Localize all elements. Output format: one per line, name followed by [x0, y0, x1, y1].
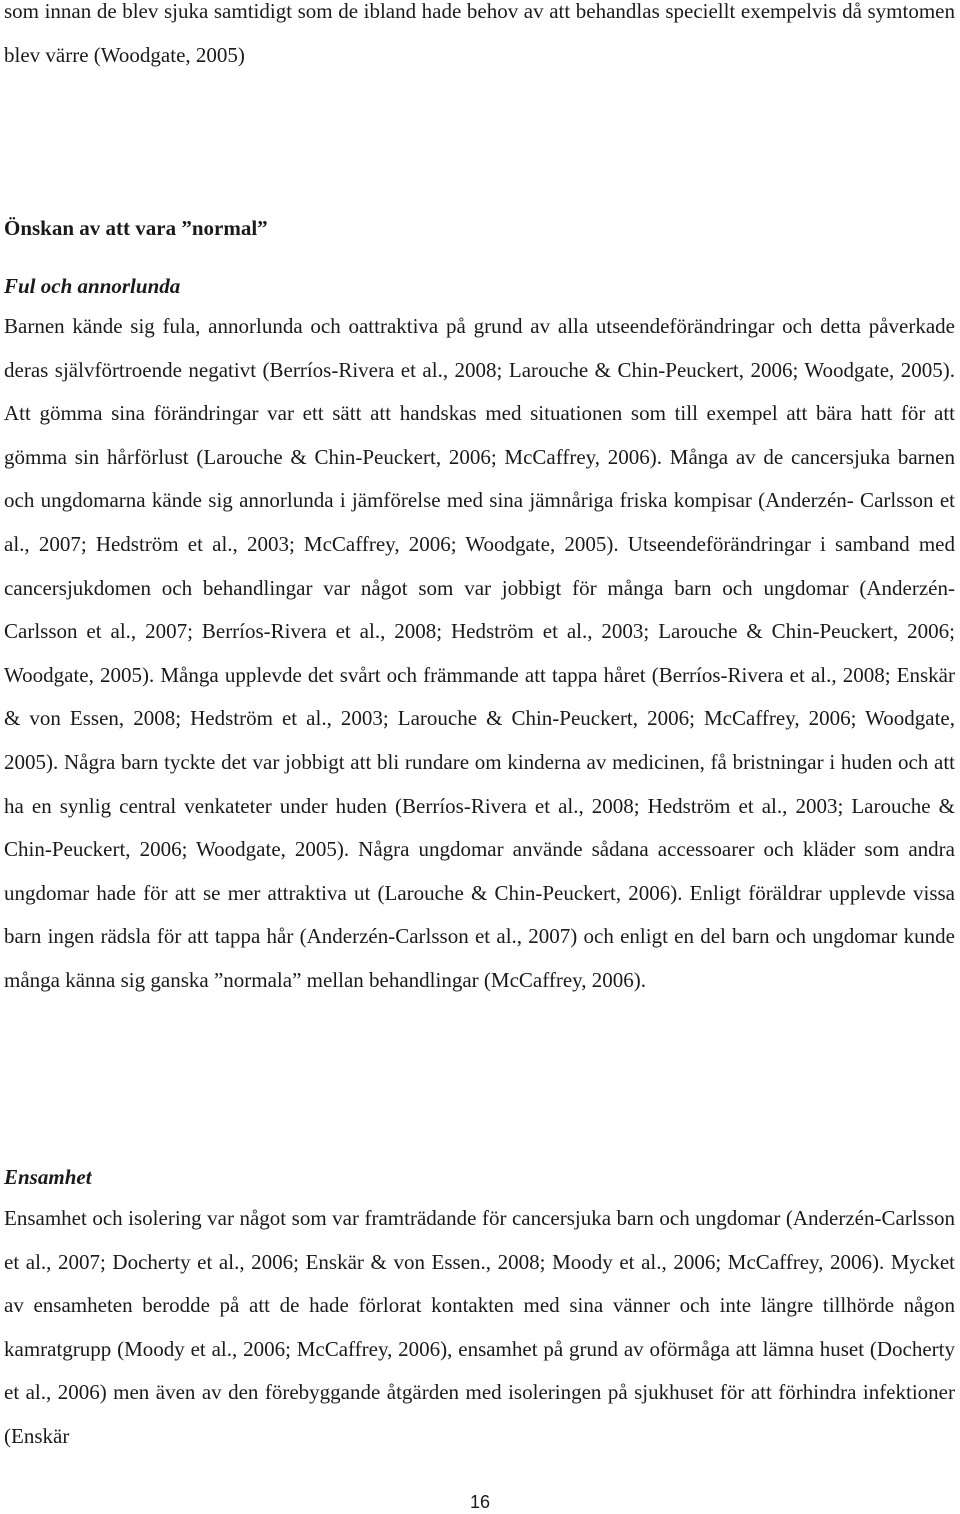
body-paragraph-ful-och-annorlunda: Barnen kände sig fula, annorlunda och oattraktiva på grund av alla utseendeförändringar och detta påverkade deras självförtroende negativt (Berríos-Rivera et al., 2008; Larouche & Chin-Peuckert, 2006; Woodgate, 2005). Att gömma sina förändringar var ett sätt att handskas med situationen som till exempel att bära hatt för att gömma sin hårförlust (Larouche & Chin-Peuckert, 2006; McCaffrey, 2006). Många av de cancersjuka barnen och ungdomarna kände sig annorlunda i jämförelse med sina jämnåriga friska kompisar (Anderzén- Carlsson et al., 2007; Hedström et al., 2003; McCaffrey, 2006; Woodgate, 2005). Utseendeförändringar i samband med cancersjukdomen och behandlingar var något som var jobbigt för många barn och ungdomar (Anderzén-Carlsson et al., 2007; Berríos-Rivera et al., 2008; Hedström et al., 2003; Larouche & Chin-Peuckert, 2006; Woodgate, 2005). Många upplevde det svårt och främmande att tappa håret (Berríos-Rivera et al., 2008; Enskär & von Essen, 2008; Hedström et al., 2003; Larouche & Chin-Peuckert, 2006; McCaffrey, 2006; Woodgate, 2005). Några barn tyckte det var jobbigt att bli rundare om kinderna av medicinen, få bristningar i huden och att ha en synlig central venkateter under huden (Berríos-Rivera et al., 2008; Hedström et al., 2003; Larouche & Chin-Peuckert, 2006; Woodgate, 2005). Några ungdomar använde sådana accessoarer och kläder som andra ungdomar hade för att se mer attraktiva ut (Larouche & Chin-Peuckert, 2006). Enligt föräldrar upplevde vissa barn ingen rädsla för att tappa hår (Anderzén-Carlsson et al., 2007) och enligt en del barn och ungdomar kunde många känna sig ganska ”normala” mellan behandlingar (McCaffrey, 2006).	[4, 314, 955, 992]
subsection-heading-ful-och-annorlunda: Ful och annorlunda	[4, 274, 181, 298]
page-number: 16	[469, 1492, 491, 1512]
section-heading: Önskan av att vara ”normal”	[4, 216, 268, 240]
subsection-heading-ensamhet: Ensamhet	[4, 1165, 92, 1189]
intro-paragraph: som innan de blev sjuka samtidigt som de ibland hade behov av att behandlas speciellt exempelvis då symtomen blev värre (Woodgate, 2005)	[4, 0, 955, 67]
body-paragraph-ensamhet: Ensamhet och isolering var något som var framträdande för cancersjuka barn och ungdomar (Anderzén-Carlsson et al., 2007; Docherty et al., 2006; Enskär & von Essen., 2008; Moody et al., 2006; McCaffrey, 2006). Mycket av ensamheten berodde på att de hade förlorat kontakten med sina vänner och inte längre tillhörde någon kamratgrupp (Moody et al., 2006; McCaffrey, 2006), ensamhet på grund av oförmåga att lämna huset (Docherty et al., 2006) men även av den förebyggande åtgärden med isoleringen på sjukhuset för att förhindra infektioner (Enskär	[4, 1206, 955, 1448]
